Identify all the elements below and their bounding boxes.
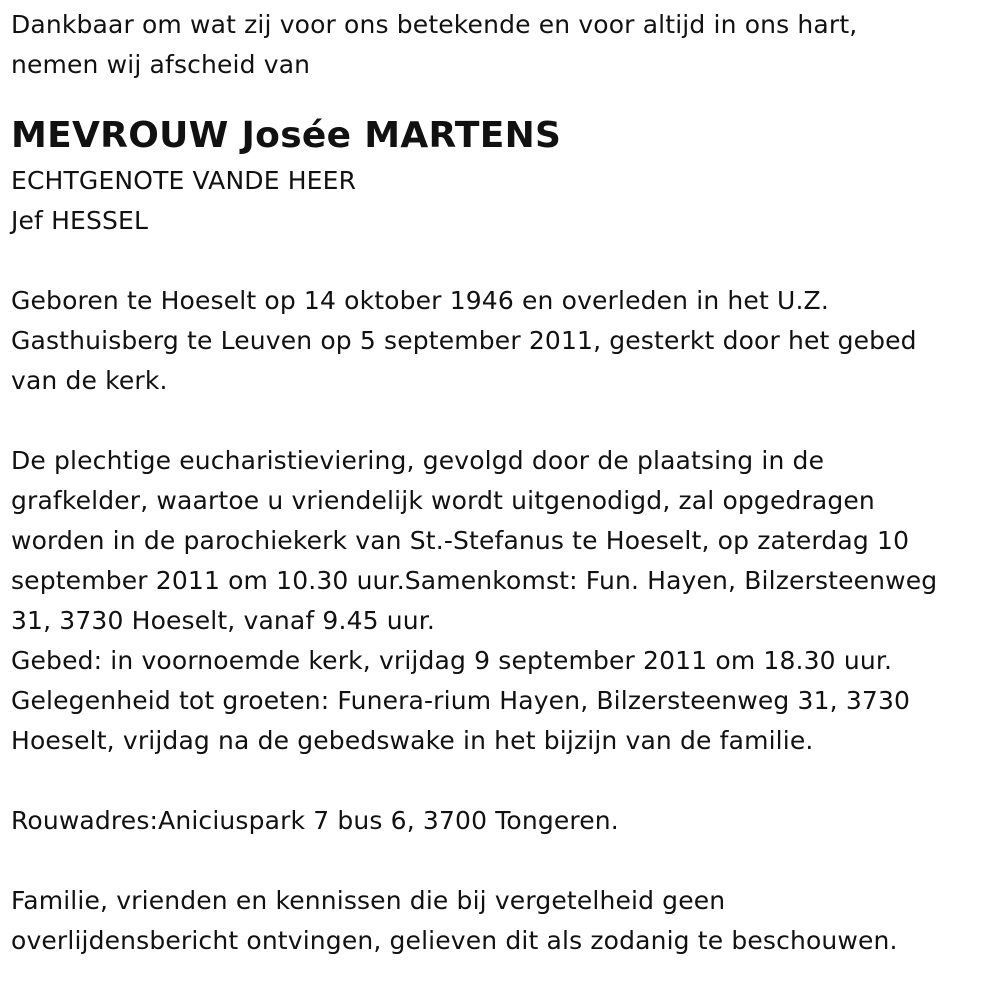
condolence-line-2: Hoeselt, vrijdag na de gebedswake in het bijzijn van de familie. bbox=[11, 726, 814, 755]
spacer bbox=[11, 841, 980, 881]
mourning-address: Rouwadres:Aniciuspark 7 bus 6, 3700 Tongeren. bbox=[11, 806, 619, 835]
birth-death-line-2: Gasthuisberg te Leuven op 5 september 2011, gesterkt door het gebed bbox=[11, 326, 917, 355]
ceremony-line-5: 31, 3730 Hoeselt, vanaf 9.45 uur. bbox=[11, 606, 436, 635]
birth-death-line-1: Geboren te Hoeselt op 14 oktober 1946 en overleden in het U.Z. bbox=[11, 286, 829, 315]
condolence-line-1: Gelegenheid tot groeten: Funera-rium Hayen, Bilzersteenweg 31, 3730 bbox=[11, 686, 911, 715]
ceremony-line-1: De plechtige eucharistieviering, gevolgd door de plaatsing in de bbox=[11, 446, 825, 475]
spacer bbox=[11, 241, 980, 281]
intro-line-2: nemen wij afscheid van bbox=[11, 50, 311, 79]
birth-death-line-3: van de kerk. bbox=[11, 366, 168, 395]
spacer bbox=[11, 761, 980, 801]
prayer-line: Gebed: in voornoemde kerk, vrijdag 9 september 2011 om 18.30 uur. bbox=[11, 646, 893, 675]
ceremony-line-2: grafkelder, waartoe u vriendelijk wordt uitgenodigd, zal opgedragen bbox=[11, 486, 875, 515]
spacer bbox=[11, 401, 980, 441]
ceremony-line-4: september 2011 om 10.30 uur.Samenkomst: Fun. Hayen, Bilzersteenweg bbox=[11, 566, 938, 595]
relation-label: ECHTGENOTE VANDE HEER bbox=[11, 166, 357, 195]
spouse-name: Jef HESSEL bbox=[11, 206, 149, 235]
closing-line-2: overlijdensbericht ontvingen, gelieven dit als zodanig te beschouwen. bbox=[11, 926, 898, 955]
ceremony-line-3: worden in de parochiekerk van St.-Stefanus te Hoeselt, op zaterdag 10 bbox=[11, 526, 910, 555]
intro-line-1: Dankbaar om wat zij voor ons betekende en voor altijd in ons hart, bbox=[11, 10, 858, 39]
obituary-notice bbox=[0, 5, 1000, 995]
deceased-name: MEVROUW Josée MARTENS bbox=[11, 115, 562, 156]
closing-line-1: Familie, vrienden en kennissen die bij vergetelheid geen bbox=[11, 886, 726, 915]
